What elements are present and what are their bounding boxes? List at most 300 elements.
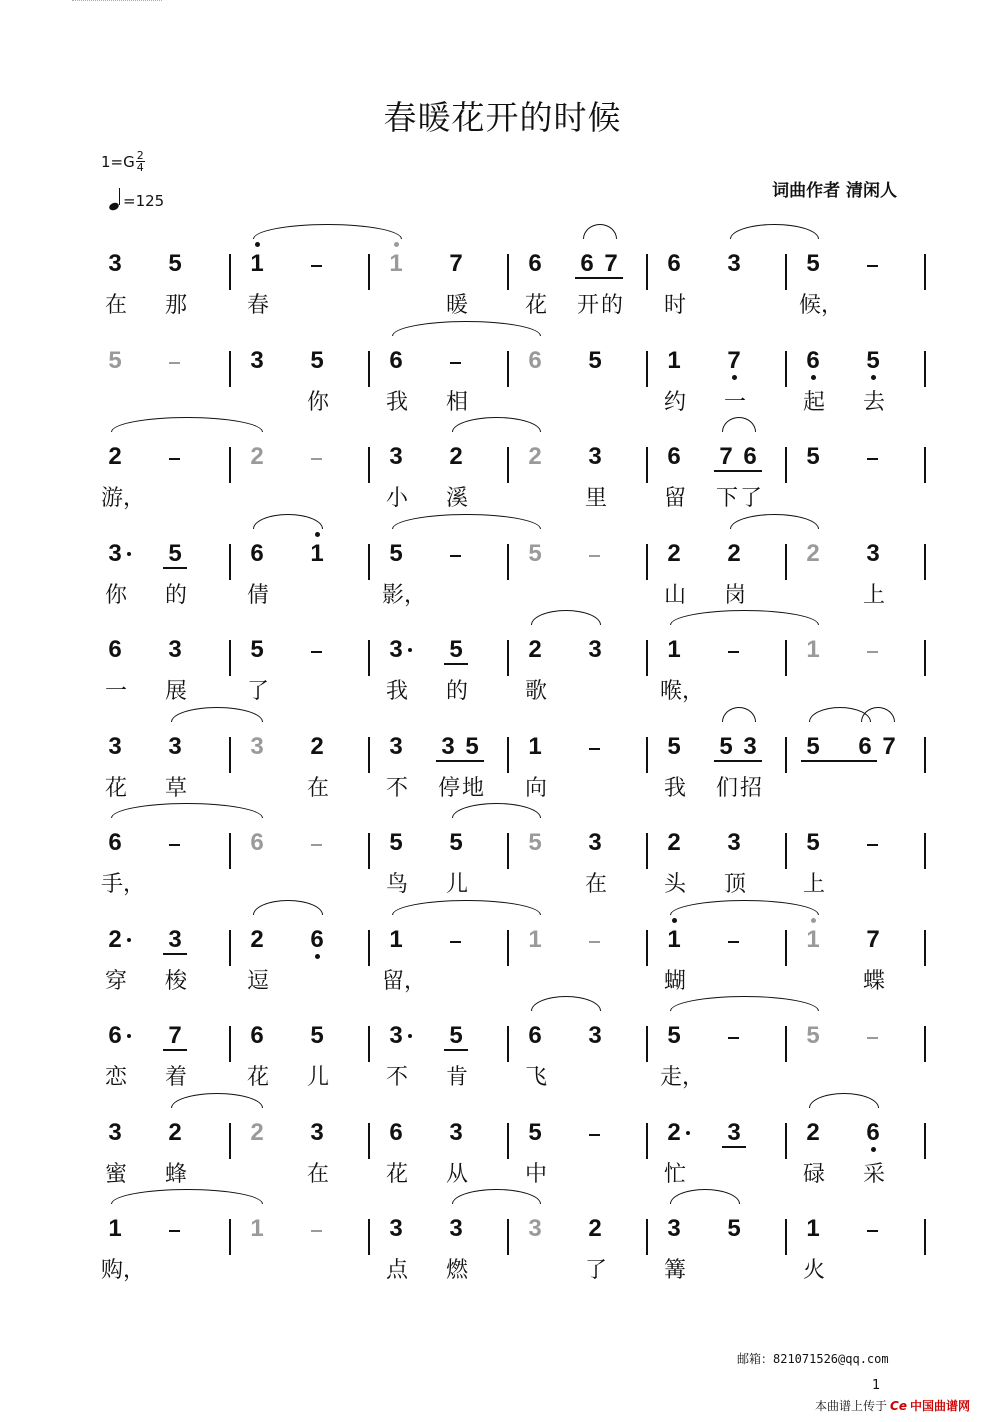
eighth-underline — [163, 1049, 187, 1051]
lyric-char: 的 — [600, 293, 623, 318]
lyric-char: 起 — [802, 389, 825, 415]
barline — [507, 833, 509, 869]
lyric-char: 的 — [445, 679, 468, 704]
barline — [924, 833, 926, 869]
sustain-dash — [311, 265, 322, 267]
note: 7 — [882, 732, 896, 760]
sustain-dash — [589, 941, 600, 943]
tie-slur — [253, 900, 323, 915]
barline — [646, 1123, 648, 1159]
sustain-dash — [311, 1230, 322, 1232]
barline — [229, 447, 231, 483]
note: 6 — [108, 636, 122, 663]
lyric-char: 梭 — [164, 968, 187, 994]
lyric-char: 上 — [802, 872, 825, 897]
barline — [785, 930, 787, 966]
octave-low-dot — [871, 375, 876, 380]
sustain-dash — [589, 555, 600, 557]
note: 5 — [449, 1022, 463, 1049]
barline — [507, 544, 509, 580]
lyric-char: 里 — [584, 486, 607, 511]
lyric-char: 儿 — [306, 1065, 329, 1090]
lyric-char: 我 — [385, 389, 408, 415]
sustain-dash — [867, 458, 878, 460]
lyric-char: 了 — [739, 486, 762, 511]
note: 1 — [806, 1215, 820, 1242]
lyric-char: 你 — [104, 582, 127, 608]
sustain-dash — [867, 1230, 878, 1232]
note: 1 — [806, 636, 820, 663]
lyric-char: 在 — [584, 872, 607, 897]
note: 3 — [310, 1118, 324, 1146]
lyric-char: 不 — [385, 775, 408, 801]
note: 3 — [389, 1022, 403, 1049]
tie-slur — [531, 610, 601, 625]
barline — [507, 737, 509, 773]
header-dotted-line — [72, 0, 162, 5]
note: 2 — [806, 1118, 820, 1146]
lyric-char: 飞 — [524, 1065, 547, 1090]
barline — [785, 447, 787, 483]
lyric-char: 中 — [524, 1161, 547, 1187]
sustain-dash — [867, 651, 878, 653]
eighth-underline — [163, 953, 187, 955]
barline — [368, 930, 370, 966]
tie-slur — [670, 610, 819, 625]
barline — [507, 351, 509, 387]
sustain-dash — [867, 844, 878, 846]
lyric-char: 招 — [739, 775, 762, 801]
octave-high-dot — [315, 532, 320, 537]
note: 6 — [580, 250, 594, 277]
note: 5 — [465, 732, 479, 760]
note: 3 — [866, 539, 880, 567]
barline — [924, 254, 926, 290]
note: 2 — [108, 443, 122, 470]
lyric-char: 花 — [385, 1161, 408, 1187]
note: 7 — [168, 1022, 182, 1049]
octave-high-dot — [255, 242, 260, 247]
augmentation-dot — [408, 648, 412, 652]
lyric-char: 手， — [101, 872, 146, 897]
lyric-char: 约 — [663, 389, 686, 415]
lyric-char: 购， — [101, 1258, 146, 1283]
song-title: 春暖花开的时候 — [383, 98, 622, 137]
note: 3 — [727, 1118, 741, 1146]
barline — [368, 254, 370, 290]
tie-slur — [111, 1189, 263, 1204]
note: 5 — [806, 1022, 820, 1049]
tie-slur — [171, 1093, 263, 1108]
note: 5 — [250, 636, 264, 663]
note: 1 — [389, 925, 403, 953]
note: 5 — [310, 1022, 324, 1049]
note: 5 — [168, 250, 182, 277]
barline — [368, 737, 370, 773]
sustain-dash — [169, 362, 180, 364]
note: 3 — [250, 732, 264, 760]
barline — [229, 1026, 231, 1062]
sustain-dash — [450, 362, 461, 364]
note: 5 — [806, 250, 820, 277]
note: 3 — [389, 636, 403, 663]
note: 2 — [168, 1118, 182, 1146]
note: 5 — [310, 346, 324, 374]
barline — [507, 640, 509, 676]
note: 3 — [449, 1118, 463, 1146]
barline — [368, 833, 370, 869]
lyric-char: 了 — [584, 1258, 607, 1283]
barline — [368, 544, 370, 580]
note: 5 — [806, 829, 820, 856]
note: 6 — [528, 346, 542, 374]
lyric-char: 点 — [385, 1258, 408, 1283]
note: 7 — [719, 443, 733, 470]
quarter-note-icon — [109, 188, 121, 210]
note: 6 — [866, 1118, 880, 1146]
barline — [646, 640, 648, 676]
sustain-dash — [589, 1134, 600, 1136]
sustain-dash — [311, 651, 322, 653]
barline — [646, 254, 648, 290]
barline — [785, 544, 787, 580]
barline — [229, 351, 231, 387]
lyric-char: 蜜 — [104, 1161, 127, 1187]
note: 5 — [588, 346, 602, 374]
time-signature — [136, 150, 145, 173]
augmentation-dot — [408, 1034, 412, 1038]
note: 1 — [250, 1215, 264, 1242]
note: 5 — [528, 829, 542, 856]
email-line: 邮箱：821071526@qq.com — [737, 1352, 889, 1366]
barline — [646, 930, 648, 966]
note: 2 — [250, 1118, 264, 1146]
lyric-char: 蜂 — [164, 1161, 187, 1187]
lyric-char: 走， — [660, 1065, 705, 1090]
note: 7 — [727, 346, 741, 374]
lyric-char: 留 — [663, 486, 686, 511]
page-number: 1 — [872, 1378, 881, 1393]
footer-site-name: 中国曲谱网 — [909, 1399, 970, 1413]
sustain-dash — [169, 1230, 180, 1232]
note: 2 — [588, 1215, 602, 1242]
augmentation-dot — [127, 938, 131, 942]
note: 5 — [449, 636, 463, 663]
note: 6 — [250, 1022, 264, 1049]
lyric-char: 下 — [715, 486, 738, 511]
lyric-char: 在 — [104, 293, 127, 318]
lyric-char: 暖 — [445, 293, 468, 318]
barline — [785, 351, 787, 387]
note: 5 — [389, 829, 403, 856]
eighth-underline — [714, 470, 762, 472]
lyric-char: 着 — [164, 1065, 187, 1090]
note: 3 — [588, 443, 602, 470]
lyric-char: 肯 — [445, 1065, 468, 1090]
sustain-dash — [728, 1037, 739, 1039]
octave-high-dot — [394, 242, 399, 247]
note: 6 — [250, 829, 264, 856]
note: 3 — [108, 732, 122, 760]
augmentation-dot — [127, 552, 131, 556]
note: 3 — [528, 1215, 542, 1242]
note: 5 — [389, 539, 403, 567]
note: 7 — [604, 250, 618, 277]
barline — [229, 737, 231, 773]
note: 6 — [310, 925, 324, 953]
lyric-char: 火 — [802, 1258, 825, 1283]
barline — [785, 1123, 787, 1159]
barline — [924, 1219, 926, 1255]
lyric-char: 喉， — [660, 679, 705, 704]
lyric-char: 溪 — [445, 486, 468, 511]
note: 3 — [743, 732, 757, 760]
lyric-char: 影， — [382, 582, 427, 608]
barline — [646, 737, 648, 773]
note: 6 — [528, 250, 542, 277]
barline — [924, 737, 926, 773]
barline — [229, 1123, 231, 1159]
barline — [785, 254, 787, 290]
tie-slur — [392, 514, 541, 529]
octave-low-dot — [811, 375, 816, 380]
note: 5 — [806, 732, 820, 760]
tie-slur — [809, 1093, 879, 1108]
barline — [646, 351, 648, 387]
note: 5 — [866, 346, 880, 374]
note: 3 — [727, 829, 741, 856]
barline — [507, 1123, 509, 1159]
lyric-char: 歌 — [524, 679, 547, 704]
barline — [229, 254, 231, 290]
note: 7 — [866, 925, 880, 953]
note: 2 — [310, 732, 324, 760]
tie-slur — [531, 996, 601, 1011]
sustain-dash — [169, 844, 180, 846]
tie-slur — [452, 417, 541, 432]
note: 6 — [858, 732, 872, 760]
lyric-char: 燃 — [445, 1258, 468, 1283]
eighth-underline — [436, 760, 484, 762]
barline — [507, 1219, 509, 1255]
note: 1 — [310, 539, 324, 567]
barline — [924, 351, 926, 387]
barline — [924, 1026, 926, 1062]
augmentation-dot — [127, 1034, 131, 1038]
note: 6 — [667, 250, 681, 277]
note: 2 — [727, 539, 741, 567]
note: 3 — [168, 925, 182, 953]
sustain-dash — [450, 555, 461, 557]
eighth-underline — [722, 1146, 746, 1148]
lyric-char: 忙 — [663, 1161, 686, 1187]
note: 3 — [168, 636, 182, 663]
note: 2 — [667, 829, 681, 856]
note: 6 — [389, 1118, 403, 1146]
lyric-char: 花 — [104, 775, 127, 801]
note: 2 — [528, 636, 542, 663]
tie-slur — [111, 417, 263, 432]
tie-slur — [392, 900, 541, 915]
lyric-char: 向 — [524, 775, 547, 801]
note: 1 — [667, 636, 681, 663]
barline — [646, 447, 648, 483]
barline — [924, 930, 926, 966]
footer-credit — [815, 1397, 970, 1414]
note: 6 — [528, 1022, 542, 1049]
lyric-char: 不 — [385, 1065, 408, 1090]
barline — [646, 544, 648, 580]
tie-slur — [670, 1189, 740, 1204]
lyric-char: 蝶 — [862, 968, 885, 994]
eighth-underline — [801, 760, 877, 762]
sustain-dash — [169, 458, 180, 460]
barline — [785, 1219, 787, 1255]
tie-slur — [722, 417, 756, 432]
lyric-char: 相 — [445, 389, 468, 415]
barline — [507, 930, 509, 966]
lyric-char: 采 — [862, 1161, 885, 1187]
sustain-dash — [728, 941, 739, 943]
lyric-char: 一 — [723, 389, 746, 415]
note: 3 — [588, 829, 602, 856]
note: 3 — [727, 250, 741, 277]
lyric-char: 碌 — [802, 1161, 825, 1187]
note: 2 — [108, 925, 122, 953]
barline — [785, 640, 787, 676]
footer-prefix: 本曲谱上传于 — [815, 1399, 888, 1413]
lyric-char: 草 — [164, 775, 187, 801]
lyric-char: 逗 — [246, 968, 269, 994]
lyric-char: 岗 — [723, 582, 746, 608]
barline — [785, 737, 787, 773]
note: 1 — [667, 925, 681, 953]
barline — [368, 640, 370, 676]
sustain-dash — [589, 748, 600, 750]
lyric-char: 开 — [576, 293, 599, 318]
lyric-char: 一 — [104, 679, 127, 704]
note: 2 — [667, 1118, 681, 1146]
note: 3 — [108, 1118, 122, 1146]
barline — [368, 1026, 370, 1062]
tie-slur — [722, 707, 756, 722]
barline — [785, 833, 787, 869]
note: 5 — [528, 1118, 542, 1146]
lyric-char: 我 — [663, 775, 686, 801]
note: 5 — [168, 539, 182, 567]
octave-high-dot — [811, 918, 816, 923]
key-signature — [101, 150, 145, 173]
lyric-char: 的 — [164, 582, 187, 608]
key-tonic: 1=G — [101, 152, 135, 171]
sustain-dash — [867, 1037, 878, 1039]
note: 2 — [449, 443, 463, 470]
note: 3 — [108, 250, 122, 277]
augmentation-dot — [686, 1131, 690, 1135]
barline — [924, 640, 926, 676]
octave-low-dot — [315, 954, 320, 959]
barline — [368, 1219, 370, 1255]
note: 6 — [667, 443, 681, 470]
lyric-char: 恋 — [104, 1065, 127, 1090]
note: 1 — [806, 925, 820, 953]
note: 2 — [528, 443, 542, 470]
barline — [646, 833, 648, 869]
note: 6 — [108, 1022, 122, 1049]
note: 3 — [588, 636, 602, 663]
tie-slur — [670, 900, 819, 915]
note: 3 — [108, 539, 122, 567]
barline — [368, 351, 370, 387]
barline — [507, 1026, 509, 1062]
note: 5 — [727, 1215, 741, 1242]
time-bottom: 4 — [136, 161, 144, 174]
note: 2 — [667, 539, 681, 567]
note: 3 — [449, 1215, 463, 1242]
lyric-char: 展 — [164, 679, 187, 704]
note: 6 — [743, 443, 757, 470]
tie-slur — [861, 707, 895, 722]
tempo-marking — [109, 188, 164, 210]
lyric-char: 去 — [862, 389, 885, 415]
lyric-char: 小 — [385, 486, 408, 511]
lyric-char: 顶 — [723, 872, 746, 897]
lyric-char: 候， — [799, 293, 844, 318]
lyric-char: 在 — [306, 775, 329, 801]
tie-slur — [583, 224, 617, 239]
note: 3 — [389, 443, 403, 470]
time-top: 2 — [136, 149, 144, 162]
eighth-underline — [714, 760, 762, 762]
note: 2 — [250, 925, 264, 953]
note: 3 — [389, 732, 403, 760]
barline — [368, 1123, 370, 1159]
note: 1 — [389, 250, 403, 277]
note: 3 — [588, 1022, 602, 1049]
note: 1 — [667, 346, 681, 374]
note: 3 — [389, 1215, 403, 1242]
note: 2 — [806, 539, 820, 567]
tempo-value: =125 — [123, 192, 165, 210]
note: 3 — [441, 732, 455, 760]
sustain-dash — [311, 458, 322, 460]
octave-low-dot — [732, 375, 737, 380]
lyric-char: 蝴 — [663, 968, 686, 994]
lyric-char: 们 — [715, 775, 738, 801]
barline — [229, 544, 231, 580]
lyric-char: 从 — [445, 1161, 468, 1187]
lyric-char: 山 — [663, 582, 686, 608]
octave-high-dot — [672, 918, 677, 923]
sustain-dash — [450, 941, 461, 943]
note: 5 — [528, 539, 542, 567]
eighth-underline — [163, 567, 187, 569]
lyric-char: 倩 — [246, 582, 269, 608]
note: 1 — [250, 250, 264, 277]
barline — [924, 544, 926, 580]
note: 5 — [667, 732, 681, 760]
lyric-char: 头 — [663, 872, 686, 897]
tie-slur — [670, 996, 819, 1011]
barline — [368, 447, 370, 483]
barline — [924, 447, 926, 483]
note: 7 — [449, 250, 463, 277]
sustain-dash — [867, 265, 878, 267]
barline — [229, 640, 231, 676]
lyric-char: 那 — [164, 293, 187, 318]
lyric-char: 鸟 — [385, 872, 408, 897]
lyric-char: 地 — [461, 775, 484, 801]
